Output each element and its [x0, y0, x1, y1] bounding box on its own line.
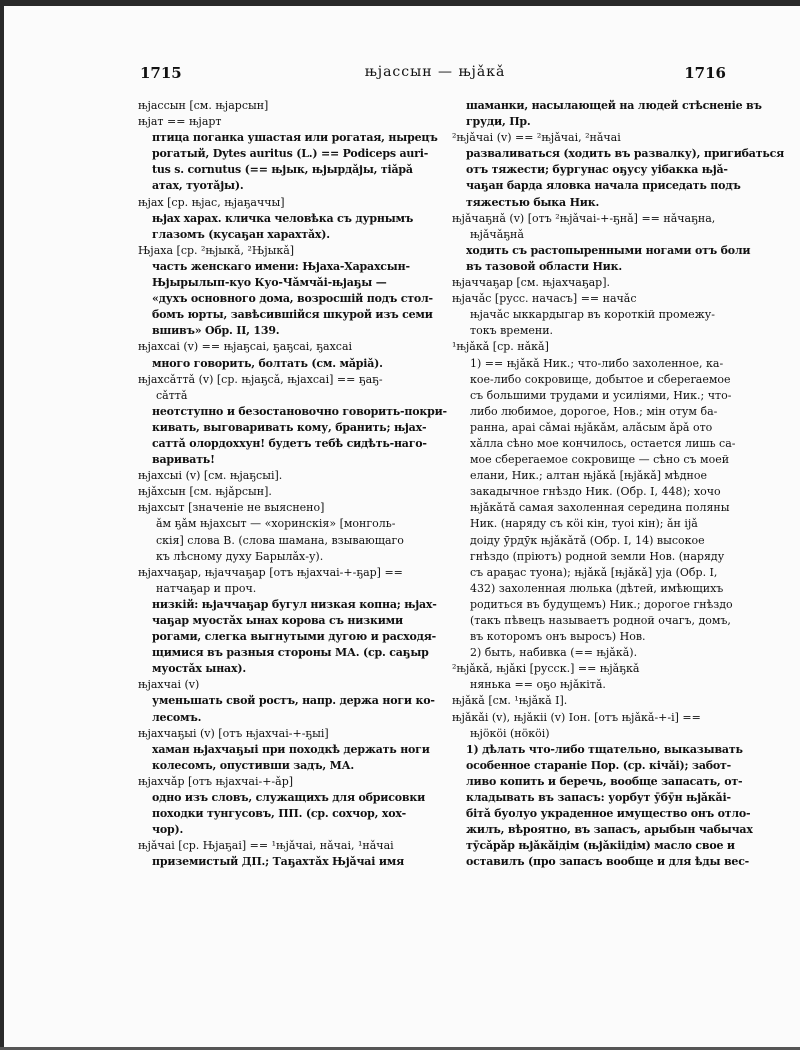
entry-text-line: жилъ, вѣроятно, въ запасъ, арыбын чабычах	[466, 823, 753, 837]
entry-text-line: часть женскаго имени: Њјаха-Харахсын-	[152, 259, 410, 273]
entry-headword-line: њјахчǎр [отъ њјахчаi-+-ǎр]	[138, 774, 294, 788]
entry-text-line: саттǎ олордоххун! будетъ тебѣ сидѣть-наго-	[152, 436, 427, 450]
entry-text-line: ливо копить и беречь, вообще запасать, от-	[466, 774, 743, 788]
entry-headword-line: њјассын [см. њјарсын]	[138, 99, 269, 112]
entry-text-line: птица поганка ушастая или рогатая, нырецъ	[152, 131, 438, 145]
entry-headword-line: њјахсыi (v) [см. њјаҕсыi].	[138, 469, 283, 483]
right-column	[452, 98, 785, 871]
entry-text-line: колесомъ, опустивши задъ, МА.	[152, 758, 355, 772]
entry-text-line: съ большими трудами и усилiями, Ник.; что-	[470, 388, 732, 402]
entry-text-line: чаҕар муостǎх ынах корова съ низкими	[152, 614, 403, 627]
entry-headword-line: ¹њјǎкǎ [ср. нǎкǎ]	[452, 340, 549, 354]
page-header	[130, 64, 740, 88]
entry-text-line: токъ времени.	[470, 324, 554, 338]
entry-text-line: груди, Пр.	[466, 115, 531, 129]
entry-text-line: въ тазовой области Ник.	[466, 259, 622, 273]
entry-text-line: муостǎх ынах).	[152, 662, 246, 676]
entry-text-line: њјǎкǎтǎ самая захоленная середина поляны	[470, 501, 730, 515]
entry-text-line: лесомъ.	[152, 710, 202, 724]
entry-text-line: рогами, слегка выгнутыми дугою и расходя-	[152, 630, 437, 644]
entry-text-line: њјǎчǎҕнǎ	[470, 227, 524, 241]
entry-headword-line: ²њјǎчаi (v) == ²њјǎчаi, ²нǎчаi	[452, 131, 621, 145]
running-head: њјассын — њјǎкǎ	[364, 64, 506, 80]
entry-text-line: гнѣздо (прiютъ) родной земли Нов. (наряду	[470, 549, 725, 563]
entry-text-line: ǎм ҕǎм њјахсыт — «хоринскiя» [монголь-	[156, 517, 396, 531]
entry-text-line: сǎттǎ	[156, 388, 188, 402]
entry-text-line: оставилъ (про запасъ вообще и для ѣды вес-	[466, 855, 750, 869]
page-number-left: 1715	[140, 64, 182, 82]
entry-text-line: щимися въ разныя стороны МА. (ср. саҕыр	[152, 646, 429, 660]
entry-headword-line: њјат == њјарт	[138, 115, 222, 129]
entry-text-line: вшивъ» Обр. II, 139.	[152, 324, 280, 338]
entry-text-line: 2) быть, набивка (== њјǎкǎ).	[470, 646, 638, 660]
entry-headword-line: њјǎкǎi (v), њјǎкii (v) Іон. [отъ њјǎкǎ-+-i] ==	[452, 710, 701, 724]
entry-headword-line: њјахсыт [значенiе не выяснено]	[138, 501, 325, 515]
entry-text-line: tus s. cornutus (== њјык, њјырдǎјы, тiǎрǎ	[152, 163, 413, 177]
entry-headword-line: Њјаха [ср. ²њјыкǎ, ²Њјыкǎ]	[138, 243, 295, 257]
entry-headword-line: њјǎчаi [ср. Њјаҕаi] == ¹њјǎчаi, нǎчаi, ¹нǎчаi	[138, 839, 394, 853]
entry-text-line: «духъ основного дома, возросшiй подъ стол-	[152, 292, 433, 306]
entry-text-line: родиться въ будущемъ) Ник.; дорогое гнѣздо	[470, 597, 733, 611]
entry-headword-line: њјахсǎттǎ (v) [ср. њјаҕсǎ, њјахсаi] == ҕаҕ-	[138, 372, 383, 386]
entry-text-line: атах, туотǎјы).	[152, 179, 244, 193]
entry-text-line: кивать, выговаривать кому, бранить; њјах-	[152, 420, 427, 434]
scan-border-top	[0, 0, 800, 6]
entry-text-line: Ник. (наряду съ кöi кiн, туоi кiн); ǎн iјǎ	[470, 517, 698, 531]
scan-border-left	[0, 0, 4, 1050]
entry-text-line: хǎлла сѣно мое кончилось, остается лишь са-	[470, 436, 736, 450]
entry-text-line: хаман њјахчаҕыi при походкѣ держать ноги	[152, 742, 430, 756]
entry-text-line: закадычное гнѣздо Ник. (Обр. I, 448); хочо	[470, 485, 721, 499]
entry-text-line: 1) дѣлать что-либо тщательно, выказывать	[466, 742, 743, 756]
entry-text-line: тяжестью быка Ник.	[466, 195, 600, 209]
entry-text-line: отъ тяжести; бургунас оҕусу уiбакка њјǎ-	[466, 163, 728, 177]
entry-text-line: њјах харах. кличка человѣка съ дурнымъ	[152, 211, 414, 225]
entry-text-line: бомъ юрты, завѣсившiйся шкурой изъ семи	[152, 308, 433, 322]
entry-text-line: Њјырылып-куо Куо-Чǎмчǎi-њјаҕы —	[152, 276, 387, 290]
entry-headword-line: њјǎчаҕнǎ (v) [отъ ²њјǎчаi-+-ҕнǎ] == нǎчаҕна,	[452, 211, 716, 225]
entry-text-line: походки тунгусовъ, ПП. (ср. сохчор, хох-	[152, 807, 407, 821]
entry-text-line: особенное старанiе Пор. (ср. кiчǎi); забот-	[466, 758, 731, 772]
entry-text-line: кладывать въ запасъ: уорбут ӯбӯн њјǎкǎi-	[466, 791, 731, 805]
entry-text-line: низкiй: њјаччаҕар бугул низкая копна; њјах-	[152, 597, 437, 611]
entry-headword-line: њјахчаҕыi (v) [отъ њјахчаi-+-ҕыi]	[138, 726, 329, 740]
entry-text-line: чор).	[152, 823, 184, 837]
entry-text-line: њјачǎс ыккардыгар въ короткiй промежу-	[470, 308, 715, 322]
entry-text-line: въ которомъ онъ выросъ) Нов.	[470, 630, 646, 644]
entry-text-line: уменьшать свой ростъ, напр. держа ноги ко-	[152, 694, 435, 708]
entry-text-line: 432) захоленная люлька (дѣтей, имѣющихъ	[470, 581, 724, 595]
entry-text-line: глазомъ (кусаҕан харахтǎх).	[152, 227, 330, 241]
entry-text-line: тӯсǎрǎр њјǎкǎiдiм (њјǎкiiдiм) масло свое и	[466, 839, 735, 853]
entry-headword-line: њјǎхсын [см. њјǎрсын].	[138, 485, 272, 499]
entry-text-line: къ лѣсному духу Барылǎх-у).	[156, 549, 324, 563]
entry-text-line: (такъ пѣвецъ называетъ родной очагъ, домъ,	[470, 614, 731, 627]
entry-text-line: шаманки, насылающей на людей стѣсненiе въ	[466, 99, 762, 112]
entry-headword-line: њјǎкǎ [см. ¹њјǎкǎ I].	[452, 694, 568, 708]
entry-headword-line: њјахсаi (v) == њјаҕсаi, ҕаҕсаi, ҕахсаi	[138, 340, 353, 354]
entry-text-line: неотступно и безостановочно говорить-покри-	[152, 404, 447, 418]
entry-headword-line: ²њјǎкǎ, њјǎкi [русск.] == њјǎҕкǎ	[452, 662, 640, 676]
entry-headword-line: њјахчаi (v)	[138, 678, 200, 692]
entry-text-line: варивать!	[152, 453, 215, 467]
entry-text-line: 1) == њјǎкǎ Ник.; что-либо захоленное, ка-	[470, 356, 724, 370]
entry-text-line: кое-либо сокровище, добытое и сбереrаемое	[470, 372, 731, 386]
entry-headword-line: њјаччаҕар [см. њјахчаҕар].	[452, 276, 610, 290]
entry-text-line: њјöкöi (нöкöi)	[470, 726, 550, 740]
entry-text-line: елани, Ник.; алтан њјǎкǎ [њјǎкǎ] мѣдное	[470, 469, 707, 483]
entry-text-line: бiтǎ буолуо украденное имущество онъ отло-	[466, 807, 751, 821]
entry-headword-line: њјачǎс [русс. начасъ] == начǎс	[452, 292, 637, 306]
entry-text-line: одно изъ словъ, служащихъ для обрисовки	[152, 791, 426, 805]
entry-text-line: нянька == оҕо њјǎкiтǎ.	[470, 678, 606, 692]
entry-text-line: рогатый, Dytes auritus (L.) == Podiceps auri-	[152, 147, 429, 161]
entry-headword-line: њјах [ср. њјас, њјаҕаччы]	[138, 195, 285, 209]
entry-text-line: доiду ӯрдӯк њјǎкǎтǎ (Обр. I, 14) высокое	[470, 533, 705, 547]
entry-text-line: либо любимое, дорогое, Нов.; мiн отум ба-	[470, 404, 718, 418]
entry-text-line: приземистый ДП.; Таҕахтǎх Њјǎчаi имя	[152, 855, 405, 869]
left-column	[138, 98, 447, 871]
entry-text-line: съ араҕас туона); њјǎкǎ [њјǎкǎ] уја (Обр. I,	[470, 565, 718, 579]
entry-text-line: разваливаться (ходить въ развалку), пригибаться	[466, 147, 785, 161]
entry-text-line: много говорить, болтать (см. мǎрiǎ).	[152, 356, 383, 370]
entry-text-line: ходить съ растопыренными ногами отъ боли	[466, 243, 751, 257]
entry-text-line: натчаҕар и проч.	[156, 581, 257, 595]
page-number-right: 1716	[684, 64, 726, 82]
entry-text-line: скiя] слова В. (слова шамана, взывающаго	[156, 533, 404, 547]
entry-text-line: ранна, араi сǎмаi њјǎкǎм, алǎсым ǎрǎ ото	[470, 420, 713, 434]
entry-headword-line: њјахчаҕар, њјаччаҕар [отъ њјахчаi-+-ҕар] ==	[138, 565, 403, 579]
entry-text-line: чаҕан барда яловка начала приседать подъ	[466, 179, 741, 193]
entry-text-line: мое сбереrаемое сокровище — сѣно съ моей	[470, 453, 730, 467]
